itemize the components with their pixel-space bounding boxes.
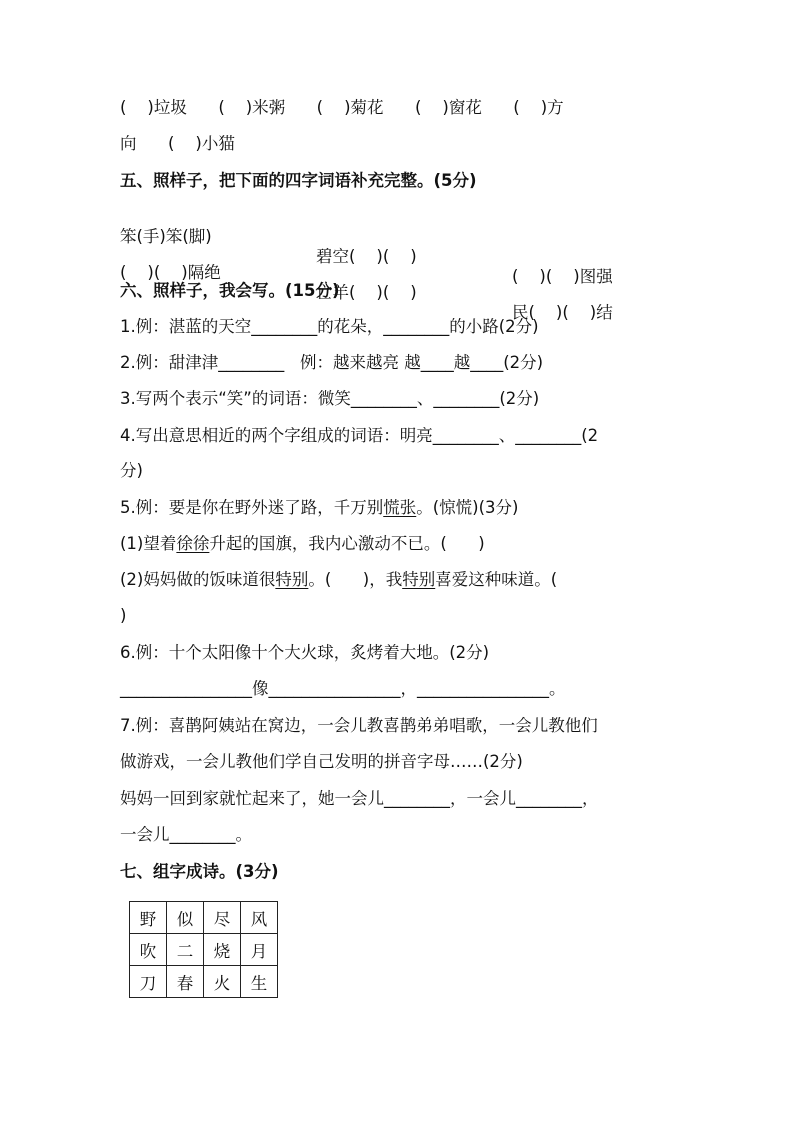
grid-cell: 烧 [204,934,241,966]
idiom-2: 碧空( )( ) [316,247,417,266]
grid-cell: 二 [167,934,204,966]
q5-post: 。(惊慌)(3分) [416,498,519,517]
grid-cell: 火 [204,966,241,998]
grid-row [130,902,278,934]
q5-pre: 5.例：要是你在野外迷了路，千万别 [120,498,384,517]
q5-1-post: 升起的国旗，我内心激动不已。( ) [209,534,485,553]
q7-line-1: 7.例：喜鹊阿姨站在窝边，一会儿教喜鹊弟弟唱歌，一会儿教他们 [120,716,598,735]
s4-line-1: ( )垃圾 ( )米粥 ( )菊花 ( )窗花 ( )方 [120,98,564,117]
grid-cell: 月 [241,934,278,966]
q5-2-line-2: ) [120,606,127,625]
grid-cell: 刀 [130,966,167,998]
q7-line-4: 一会儿________。 [120,825,252,844]
q5-2-post: 喜爱这种味道。( [435,570,558,589]
q4-line-2: 分) [120,461,143,480]
idiom-4: ( )( )隔绝 [120,263,221,282]
idiom-5: 亡羊( )( ) [316,283,417,302]
q1: 1.例：湛蓝的天空________的花朵，________的小路(2分) [120,317,539,336]
q5 [120,498,519,518]
idiom-6: 民( )( )结 [512,303,613,322]
q6-answer-line: ________________像________________，________________。 [120,679,566,698]
grid-cell: 生 [241,966,278,998]
s4-line-2: 向 ( )小猫 [120,134,235,153]
q5-1 [120,534,485,554]
grid-cell: 野 [130,902,167,934]
q5-2 [120,570,557,590]
q5-1-underlined-word: 徐徐 [176,534,210,553]
grid-cell: 尽 [204,902,241,934]
q5-underlined-word: 慌张 [383,498,417,517]
idiom-3: ( )( )图强 [512,267,613,286]
q7-line-3: 妈妈一回到家就忙起来了，她一会儿________，一会儿________， [120,789,599,808]
q5-2-underlined-word-2: 特别 [402,570,436,589]
idiom-1: 笨(手)笨(脚) [120,227,212,246]
q5-1-pre: (1)望着 [120,534,177,553]
grid-cell: 似 [167,902,204,934]
section-5-heading: 五、照样子，把下面的四字词语补充完整。(5分) [120,171,477,190]
q5-2-underlined-word-1: 特别 [275,570,309,589]
q6: 6.例：十个太阳像十个大火球，炙烤着大地。(2分) [120,643,490,662]
q5-2-mid: 。( )，我 [308,570,403,589]
q2: 2.例：甜津津________ 例：越来越亮 越____越____(2分) [120,353,544,372]
grid-row [130,966,278,998]
grid-row [130,934,278,966]
grid-cell: 吹 [130,934,167,966]
q7-line-2: 做游戏，一会儿教他们学自己发明的拼音字母……(2分) [120,752,523,771]
grid-cell: 风 [241,902,278,934]
section-7-heading: 七、组字成诗。(3分) [120,862,279,881]
q4-line-1: 4.写出意思相近的两个字组成的词语：明亮________、________(2 [120,426,599,445]
q3: 3.写两个表示“笑”的词语：微笑________、________(2分) [120,389,540,408]
poem-character-grid [129,901,278,998]
q5-2-pre: (2)妈妈做的饭味道很 [120,570,276,589]
section-6-heading: 六、照样子，我会写。(15分) [120,281,340,300]
grid-cell: 春 [167,966,204,998]
